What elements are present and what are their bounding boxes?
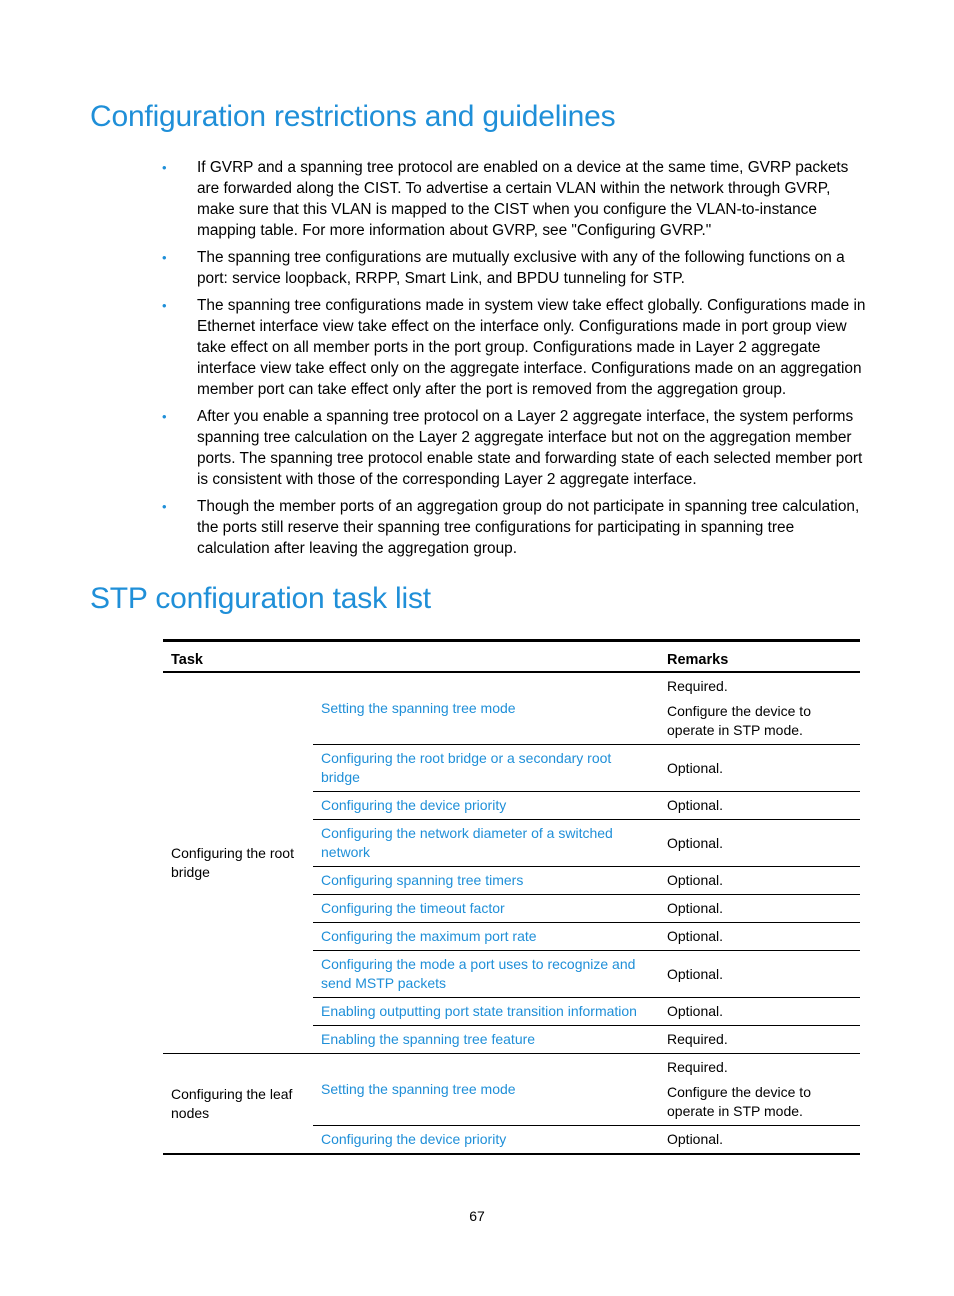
table-row — [163, 1054, 860, 1126]
remark-text: Configure the device to operate in STP mode. — [667, 703, 811, 738]
guideline-text: The spanning tree configurations made in system view take effect globally. Configurations made in Ethernet interface view take effect on the interface only. Configurations made in port group view take effect on all member ports in the port group. Configurations made in Layer 2 aggregate interface view take effect only on the aggregate interface. Configurations made on an aggregation member port can take effect only after the port is removed from the aggregation group. — [197, 297, 866, 398]
task-link[interactable]: Setting the spanning tree mode — [313, 672, 659, 745]
guideline-item — [160, 157, 870, 241]
remark-text: Optional. — [667, 834, 724, 851]
task-link[interactable]: Setting the spanning tree mode — [313, 1054, 659, 1126]
remark-text: Optional. — [667, 900, 724, 916]
remark-text: Configure the device to operate in STP mode. — [667, 1084, 811, 1119]
bullet-icon: • — [162, 499, 167, 514]
remark-text: Optional. — [667, 1131, 724, 1147]
task-remarks — [659, 998, 860, 1026]
task-link[interactable]: Configuring the network diameter of a switched network — [313, 820, 659, 867]
guideline-item — [160, 406, 870, 490]
task-link[interactable]: Enabling the spanning tree feature — [313, 1026, 659, 1054]
task-remarks — [659, 745, 860, 792]
task-remarks — [659, 672, 860, 745]
remark-text: Optional. — [667, 1003, 724, 1019]
table-row — [163, 672, 860, 745]
guideline-item — [160, 247, 870, 289]
task-remarks — [659, 895, 860, 923]
task-remarks — [659, 867, 860, 895]
guideline-text: If GVRP and a spanning tree protocol are enabled on a device at the same time, GVRP packets are forwarded along the CIST. To advertise a certain VLAN within the network through GVRP, make sure that this VLAN is mapped to the CIST when you configure the VLAN-to-instance mapping table. For more information about GVRP, see "Configuring GVRP." — [197, 159, 849, 239]
task-group-label: Configuring the root bridge — [163, 672, 313, 1054]
task-remarks — [659, 1026, 860, 1054]
header-remarks: Remarks — [659, 641, 860, 673]
task-link[interactable]: Configuring the maximum port rate — [313, 923, 659, 951]
task-remarks — [659, 923, 860, 951]
task-remarks — [659, 820, 860, 867]
task-remarks — [659, 951, 860, 998]
remark-text: Optional. — [667, 872, 724, 888]
table-header-row — [163, 641, 860, 673]
task-group-label: Configuring the leaf nodes — [163, 1054, 313, 1155]
bullet-icon: • — [162, 298, 167, 313]
remark-text: Optional. — [667, 965, 724, 982]
guideline-text: The spanning tree configurations are mutually exclusive with any of the following functions on a port: service loopback, RRPP, Smart Link, and BPDU tunneling for STP. — [197, 249, 845, 287]
guideline-text: After you enable a spanning tree protocol on a Layer 2 aggregate interface, the system performs spanning tree calculation on the Layer 2 aggregate interface but not on the aggregation member ports. The spanning tree protocol enable state and forwarding state of each selected member port is consistent with those of the corresponding Layer 2 aggregate interface. — [197, 408, 863, 488]
remark-text: Required. — [667, 678, 728, 694]
header-task: Task — [163, 641, 659, 673]
task-remarks — [659, 1126, 860, 1155]
guideline-text: Though the member ports of an aggregation group do not participate in spanning tree calculation, the ports still reserve their spanning tree configurations for participating in spanning tree calculation after leaving the aggregation group. — [197, 498, 860, 557]
bullet-icon: • — [162, 160, 167, 175]
task-link[interactable]: Configuring the timeout factor — [313, 895, 659, 923]
task-link[interactable]: Configuring the device priority — [313, 792, 659, 820]
guideline-item — [160, 496, 870, 559]
task-link[interactable]: Configuring the device priority — [321, 1131, 507, 1147]
section-title-task-list: STP configuration task list — [90, 582, 431, 615]
remark-text: Optional. — [667, 928, 724, 944]
bullet-icon: • — [162, 409, 167, 424]
stp-task-table — [163, 639, 860, 1155]
section-title-restrictions: Configuration restrictions and guidelines — [90, 100, 616, 133]
task-link[interactable]: Configuring the mode a port uses to recognize and send MSTP packets — [313, 951, 659, 998]
remark-text: Required. — [667, 1031, 728, 1047]
guideline-item — [160, 295, 870, 400]
page-number: 67 — [469, 1208, 485, 1224]
bullet-icon: • — [162, 250, 167, 265]
remark-text: Required. — [667, 1059, 728, 1075]
remark-text: Optional. — [667, 797, 724, 813]
task-link[interactable]: Enabling outputting port state transition information — [313, 998, 659, 1026]
task-link[interactable]: Configuring the root bridge or a secondary root bridge — [313, 745, 659, 792]
task-remarks — [659, 792, 860, 820]
task-link[interactable]: Configuring spanning tree timers — [313, 867, 659, 895]
guidelines-list — [160, 157, 870, 565]
remark-text: Optional. — [667, 759, 724, 776]
task-remarks — [659, 1054, 860, 1126]
